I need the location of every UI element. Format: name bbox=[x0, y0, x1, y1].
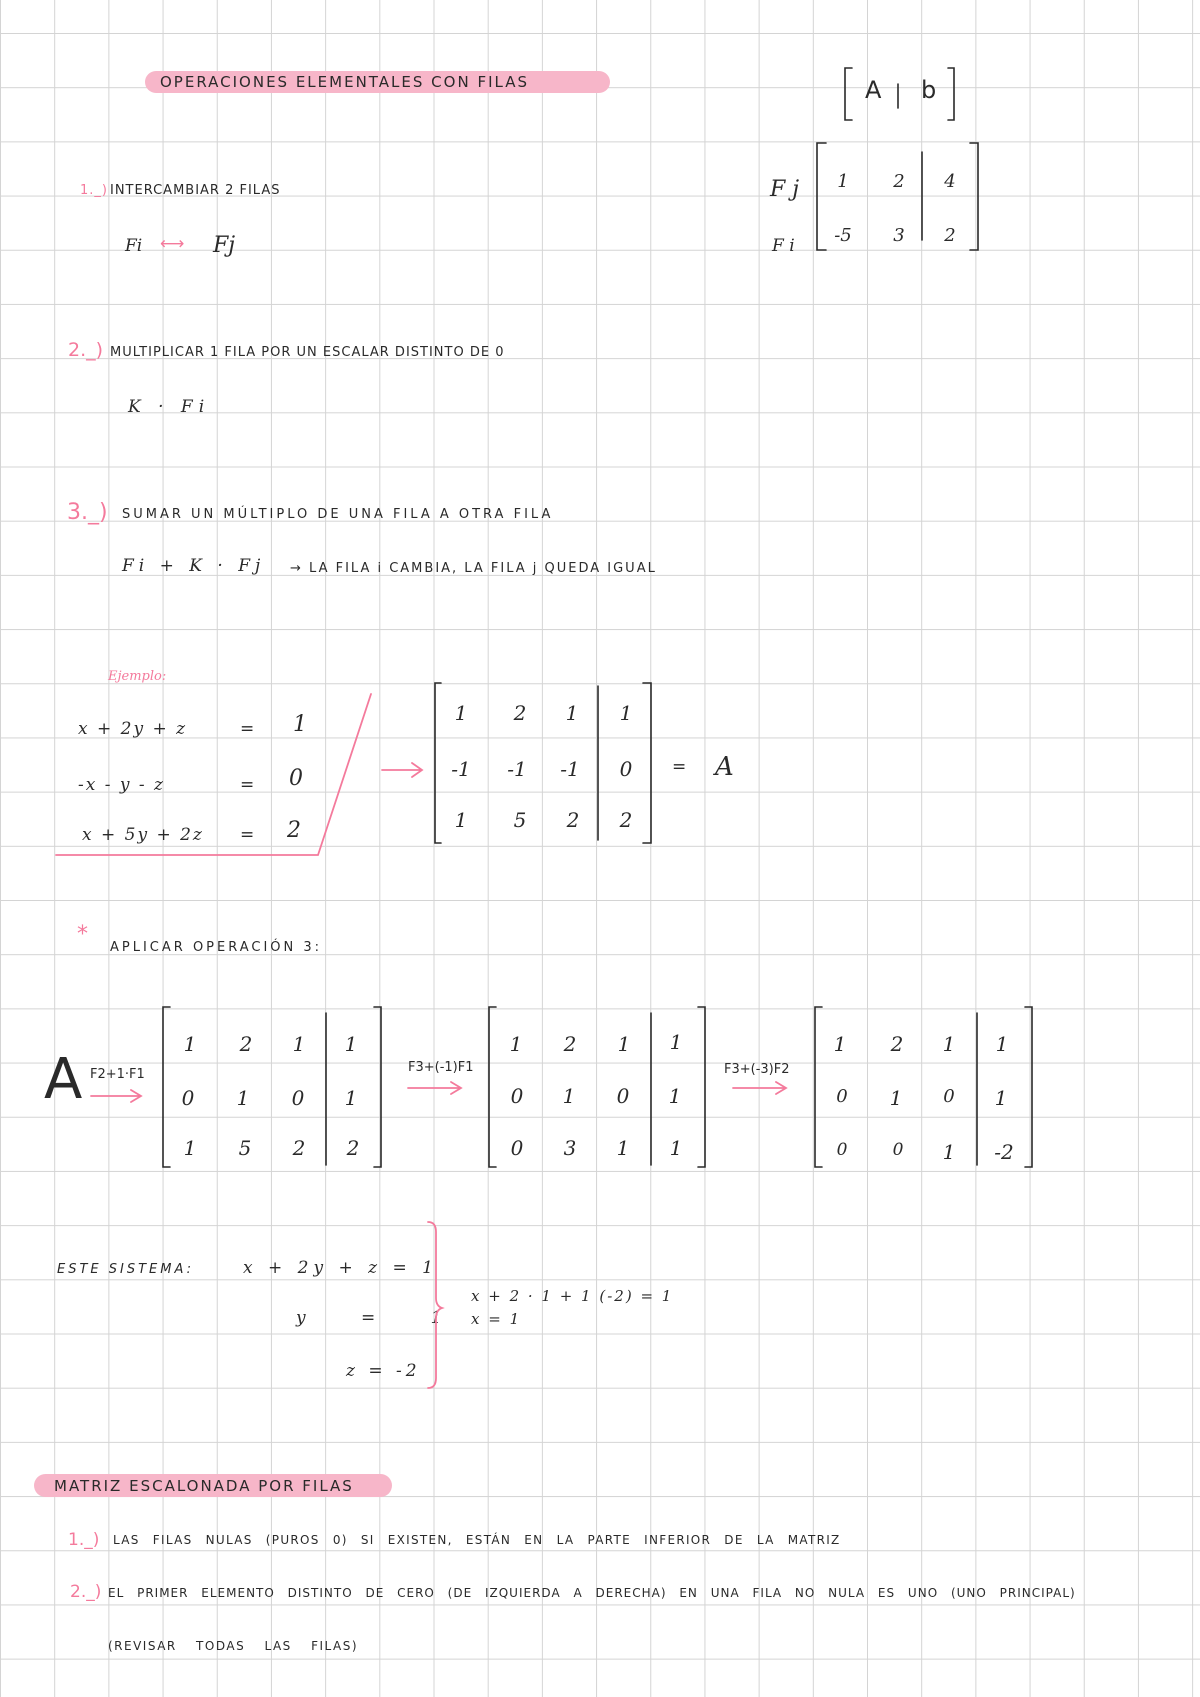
side-cell: -5 bbox=[834, 225, 852, 246]
step-arrow bbox=[91, 1090, 141, 1102]
step2-cell: 0 bbox=[510, 1136, 524, 1160]
step1-cell: 1 bbox=[183, 1136, 197, 1160]
ab-bracket-right bbox=[948, 68, 954, 120]
side-cell: 4 bbox=[944, 171, 956, 192]
step1-cell: 2 bbox=[292, 1136, 306, 1160]
rule2-text: EL PRIMER ELEMENTO DISTINTO DE CERO (DE IZQUIERDA A DERECHA) EN UNA FILA NO NULA ES UNO (UNO PRINCIPAL) bbox=[108, 1586, 1076, 1600]
step1-bracket-left bbox=[163, 1007, 170, 1167]
side-cell: 2 bbox=[944, 225, 956, 246]
example-matrix-cell: 1 bbox=[619, 701, 633, 725]
side-matrix-bracket-right bbox=[970, 143, 978, 250]
example-eq-lhs: -x - y - z bbox=[78, 775, 165, 795]
step3-cell: 0 bbox=[836, 1086, 848, 1107]
op2-text: MULTIPLICAR 1 FILA POR UN ESCALAR DISTINTO DE 0 bbox=[110, 345, 505, 360]
step3-cell: -2 bbox=[994, 1140, 1014, 1164]
step2-cell: 2 bbox=[563, 1032, 577, 1056]
step3-cell: 1 bbox=[994, 1086, 1008, 1110]
step3-cell: 0 bbox=[943, 1086, 955, 1107]
star-icon: * bbox=[77, 922, 88, 947]
step-op-label: F3+(-1)F1 bbox=[408, 1060, 474, 1075]
side-row-label-j: F j bbox=[770, 177, 800, 202]
op1-formula-left: Fi bbox=[125, 236, 143, 256]
step3-cell: 0 bbox=[892, 1140, 904, 1160]
swap-arrow-icon: ⟷ bbox=[160, 234, 185, 254]
example-label: Ejemplo: bbox=[108, 669, 167, 684]
step3-cell: 1 bbox=[942, 1140, 956, 1164]
op3-formula: Fi + K · Fj bbox=[122, 556, 266, 576]
step3-cell: 1 bbox=[889, 1086, 903, 1110]
op1-text: INTERCAMBIAR 2 FILAS bbox=[110, 183, 281, 198]
step-arrow bbox=[408, 1082, 461, 1094]
step-op-label: F2+1·F1 bbox=[90, 1067, 145, 1082]
step2-cell: 1 bbox=[509, 1032, 523, 1056]
step1-cell: 1 bbox=[344, 1086, 358, 1110]
op2-formula: K · Fi bbox=[128, 397, 211, 417]
example-matrix-name: A bbox=[715, 752, 734, 782]
step2-cell: 1 bbox=[669, 1030, 683, 1054]
example-matrix-cell: 1 bbox=[454, 701, 468, 725]
example-matrix-cell: 0 bbox=[619, 757, 633, 781]
step1-cell: 1 bbox=[344, 1032, 358, 1056]
apply-text: APLICAR OPERACIÓN 3: bbox=[110, 940, 323, 955]
step-op-label: F3+(-3)F2 bbox=[724, 1062, 790, 1077]
example-matrix-cell: 5 bbox=[513, 808, 527, 832]
op3-number: 3._) bbox=[67, 500, 108, 525]
step1-cell: 0 bbox=[291, 1086, 305, 1110]
example-eq-lhs: x + 2y + z bbox=[78, 719, 188, 739]
rule1-text: LAS FILAS NULAS (PUROS 0) SI EXISTEN, ESTÁN EN LA PARTE INFERIOR DE LA MATRIZ bbox=[113, 1533, 841, 1547]
side-cell: 2 bbox=[893, 171, 905, 192]
rule1-number: 1._) bbox=[68, 1530, 100, 1550]
system-brace bbox=[428, 1222, 442, 1388]
step-arrow bbox=[733, 1082, 786, 1094]
system-eq: x + 2y + z = 1 bbox=[243, 1258, 438, 1278]
step1-cell: 1 bbox=[292, 1032, 306, 1056]
system-eq: z = -2 bbox=[346, 1361, 421, 1381]
example-eq-sign: = bbox=[240, 775, 255, 795]
step2-cell: 3 bbox=[563, 1136, 577, 1160]
rule2-number: 2._) bbox=[70, 1582, 102, 1602]
example-matrix-cell: -1 bbox=[560, 757, 580, 781]
ab-b: b bbox=[921, 76, 937, 104]
step3-cell: 1 bbox=[833, 1032, 847, 1056]
example-matrix-cell: 1 bbox=[565, 701, 579, 725]
example-matrix-cell: -1 bbox=[507, 757, 527, 781]
example-matrix-cell: 2 bbox=[619, 808, 633, 832]
step3-cell: 2 bbox=[890, 1032, 904, 1056]
side-cell: 3 bbox=[893, 225, 905, 246]
example-matrix-cell: 2 bbox=[566, 808, 580, 832]
example-bracket-right bbox=[643, 683, 651, 843]
example-underline bbox=[56, 694, 371, 855]
step1-cell: 2 bbox=[239, 1032, 253, 1056]
step1-cell: 2 bbox=[346, 1136, 360, 1160]
example-matrix-cell: 1 bbox=[454, 808, 468, 832]
step1-cell: 1 bbox=[183, 1032, 197, 1056]
ab-bracket-left bbox=[845, 68, 852, 120]
step2-cell: 1 bbox=[669, 1136, 683, 1160]
step2-cell: 1 bbox=[562, 1084, 576, 1108]
section2-title: MATRIZ ESCALONADA POR FILAS bbox=[54, 1477, 354, 1495]
step3-cell: 1 bbox=[995, 1032, 1009, 1056]
side-matrix-bracket-left bbox=[817, 143, 826, 250]
op3-result: → LA FILA i CAMBIA, LA FILA j QUEDA IGUAL bbox=[290, 561, 657, 576]
example-eq-rhs: 0 bbox=[289, 766, 303, 791]
step2-bracket-left bbox=[489, 1007, 496, 1167]
arrow-to-matrix bbox=[382, 763, 422, 777]
step1-cell: 0 bbox=[181, 1086, 195, 1110]
step1-cell: 5 bbox=[238, 1136, 252, 1160]
step2-cell: 0 bbox=[510, 1084, 524, 1108]
start-matrix-label: A bbox=[44, 1047, 83, 1112]
op1-number: 1._) bbox=[80, 183, 108, 198]
example-eq-rhs: 2 bbox=[287, 818, 301, 843]
example-eq-lhs: x + 5y + 2z bbox=[82, 825, 204, 845]
ab-a: A bbox=[865, 76, 882, 104]
page-title: OPERACIONES ELEMENTALES CON FILAS bbox=[160, 73, 529, 91]
example-equals: = bbox=[672, 757, 687, 777]
step2-cell: 1 bbox=[616, 1136, 630, 1160]
step2-cell: 0 bbox=[616, 1084, 630, 1108]
step3-cell: 1 bbox=[942, 1032, 956, 1056]
example-matrix-cell: -1 bbox=[451, 757, 471, 781]
side-row-label-i: F i bbox=[772, 236, 795, 256]
system-solution: x = 1 bbox=[471, 1310, 522, 1328]
op3-text: SUMAR UN MÚLTIPLO DE UNA FILA A OTRA FILA bbox=[122, 507, 554, 522]
step2-cell: 1 bbox=[668, 1084, 682, 1108]
example-bracket-left bbox=[435, 683, 441, 843]
side-cell: 1 bbox=[837, 171, 849, 192]
op1-formula-right: Fj bbox=[213, 233, 236, 258]
step2-cell: 1 bbox=[617, 1032, 631, 1056]
example-eq-sign: = bbox=[240, 825, 255, 845]
example-matrix-cell: 2 bbox=[513, 701, 527, 725]
example-eq-rhs: 1 bbox=[293, 712, 307, 737]
op2-number: 2._) bbox=[68, 339, 104, 361]
rule2-note: (REVISAR TODAS LAS FILAS) bbox=[108, 1639, 359, 1653]
step3-cell: 0 bbox=[836, 1140, 848, 1160]
step3-bracket-left bbox=[815, 1007, 822, 1167]
step1-bracket-right bbox=[374, 1007, 381, 1167]
step3-bracket-right bbox=[1025, 1007, 1032, 1167]
step1-cell: 1 bbox=[236, 1086, 250, 1110]
system-eq: y = 1 bbox=[296, 1308, 442, 1328]
system-solution: x + 2 · 1 + 1 (-2) = 1 bbox=[471, 1287, 674, 1305]
example-eq-sign: = bbox=[240, 719, 255, 739]
step2-bracket-right bbox=[698, 1007, 705, 1167]
system-label: ESTE SISTEMA: bbox=[57, 1262, 194, 1277]
